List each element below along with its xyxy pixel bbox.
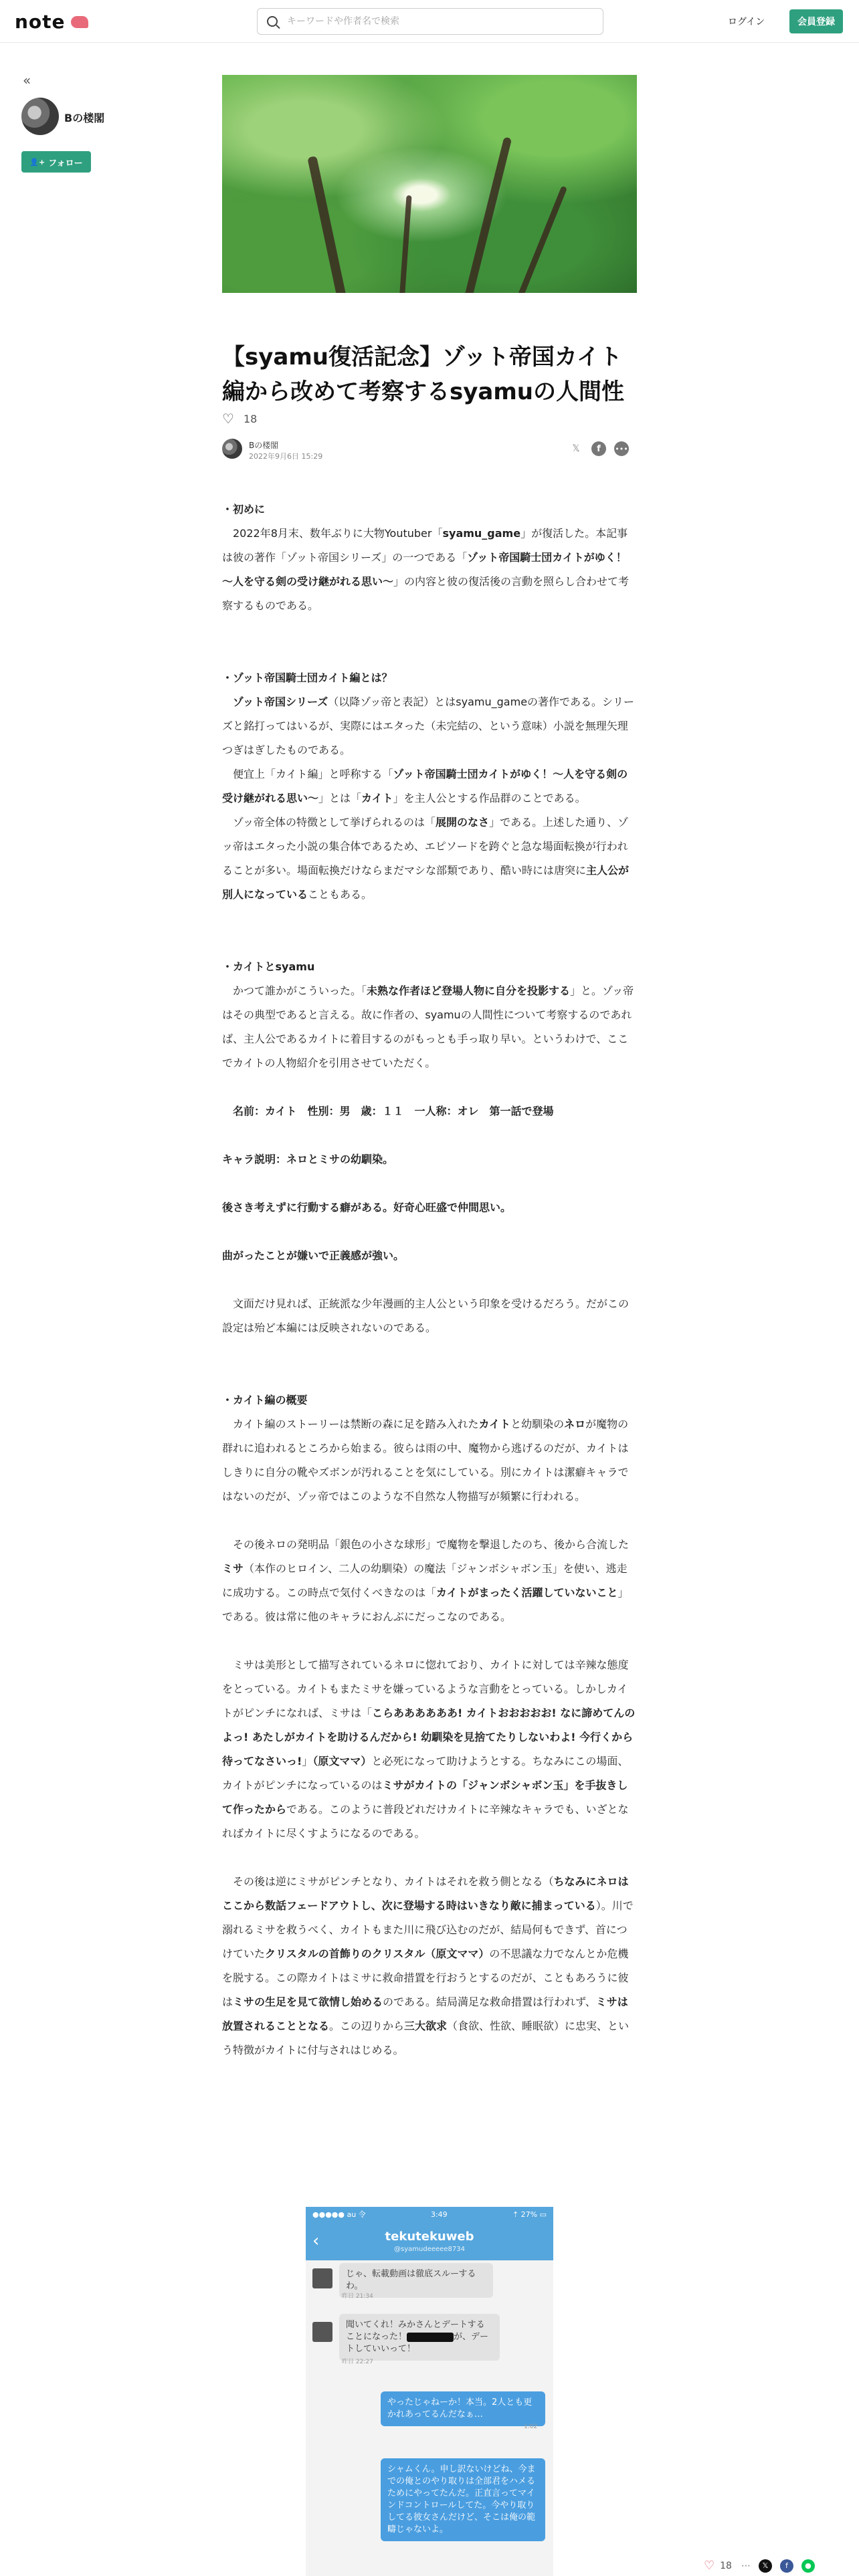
logo-mark-icon: [71, 16, 88, 28]
chat-title: tekutekuweb: [385, 2230, 474, 2244]
more-options-icon[interactable]: ⋯: [741, 2560, 751, 2571]
back-chevron-icon: ‹: [312, 2231, 320, 2251]
line-share-icon[interactable]: ●: [801, 2559, 815, 2573]
chat-message-2: [339, 2314, 500, 2361]
creator-name[interactable]: Bの楼閣: [64, 112, 105, 124]
search-icon: [267, 16, 278, 27]
chat-avatar: [312, 2268, 332, 2288]
chat-message-3: やったじゃねーか！本当。2人とも更かれあってるんだなぁ…: [381, 2391, 545, 2426]
carrier-label: ●●●●● au 令: [312, 2210, 366, 2219]
top-header: [0, 0, 859, 43]
article-body: ・初めに 2022年8月末、数年ぶりに大物Youtuber「syamu_game」が復活した。本記事は彼の著作「ゾット帝国シリーズ」の一つである「ゾット帝国騎士団カイトがゆく！～人を守る剣の受け継がれる思い～」の内容と彼の復活後の言動を照らし合わせて考察するものである。 ・ゾット帝国騎士団カイト編とは？ ゾット帝国シリーズ（以降ゾッ帝と表記）とはsyamu_gameの著作である。シリーズと銘打ってはいるが、実際にはエタった（未完結の、という意味）小説を無理矢理つぎはぎしたものである。 便宜上「カイト編」と呼称する「ゾット帝国騎士団カイトがゆく！～人を守る剣の受け継がれる思い～」とは「カイト」を主人公とする作品群のことである。 ゾッ帝全体の特徴として挙げられるのは「展開のなさ」である。上述した通り、ゾッ帝はエタった小説の集合体であるため、エピソードを跨ぐと急な場面転換が行われることが多い。場面転換だけならまだマシな部類であり、酷い時には唐突に主人公が別人になっていることもある。 ・カイトとsyamu かつて誰かがこういった。「未熟な作者ほど登場人物に自分を投影する」と。ゾッ帝はその典型であると言える。故に作者の、syamuの人間性について考察するのであれば、主人公であるカイトに着目するのがもっとも手っ取り早い。というわけで、ここでカイトの人物紹介を引用させていただく。 名前：カイト 性別：男 歳：１１ 一人称：オレ 第一話で登場 キャラ説明：ネロとミサの幼馴染。 後さき考えずに行動する癖がある。好奇心旺盛で仲間思い。 曲がったことが嫌いで正義感が強い。 文面だけ見れば、正統派な少年漫画的主人公という印象を受けるだろう。だがこの設定は殆ど本編には反映されないのである。 ・カイト編の概要 カイト編のストーリーは禁断の森に足を踏み入れたカイトと幼馴染のネロが魔物の群れに追われるところから始まる。彼らは雨の中、魔物から逃げるのだが、カイトはしきりに自分の靴やズボンが汚れることを気にしている。別にカイトは潔癖キャラではないのだが、ゾッ帝ではこのような不自然な人物描写が頻繁に行われる。 その後ネロの発明品「銀色の小さな球形」で魔物を撃退したのち、後から合流したミサ（本作のヒロイン、二人の幼馴染）の魔法「ジャンボシャボン玉」を使い、逃走に成功する。この時点で気付くべきなのは「カイトがまったく活躍していないこと」である。彼は常に他のキャラにおんぶにだっこなのである。 ミサは美形として描写されているネロに惚れており、カイトに対しては辛辣な態度をとっている。カイトもまたミサを嫌っているような言動をとっている。しかしカイトがピンチになれば、ミサは「こらああああああ! カイトおおおおお! なに諦めてんのよっ! あたしがカイトを助けるんだから! 幼馴染を見捨てたりしないわよ! 今行くから待ってなさいっ!」（原文ママ）と必死になって助けようとする。ちなみにこの場面、カイトがピンチになっているのはミサがカイトの「ジャンボシャボン玉」を手抜きして作ったからである。このように普段どれだけカイトに辛辣なキャラでも、いざとなればカイトに尽くすようになるのである。 その後は逆にミサがピンチとなり、カイトはそれを救う側となる（ちなみにネロはここから数話フェードアウトし、次に登場する時はいきなり敵に捕まっている）。川で溺れるミサを救うべく、カイトもまた川に飛び込むのだが、結局何もできず、首につけていたクリスタルの首飾りのクリスタル（原文ママ）の不思議な力でなんとか危機を脱する。この際カイトはミサに救命措置を行おうとするのだが、こともあろうに彼はミサの生足を見て欲情し始めるのである。結局満足な救命措置は行われず、ミサは放置されることとなる。この辺りから三大欲求（食欲、性欲、睡眠欲）に忠実、という特徴がカイトに付与されはじめる。: [222, 503, 636, 2056]
chat-time-3: 1:02: [524, 2424, 538, 2430]
floating-like-count: 18: [720, 2560, 732, 2571]
collapse-sidebar-icon[interactable]: «: [23, 72, 31, 88]
note-logo[interactable]: [15, 11, 88, 33]
chat-time-2: 昨日 22:27: [342, 2359, 373, 2365]
phone-time: 3:49: [430, 2210, 448, 2219]
publish-date: 2022年9月6日 15:29: [249, 452, 323, 461]
like-heart-icon[interactable]: ♡: [704, 2559, 715, 2573]
article-title: 【syamu復活記念】ゾット帝国カイト編から改めて考察するsyamuの人間性: [222, 344, 624, 405]
chat-nav-bar: [306, 2222, 553, 2260]
add-user-icon: 👤+: [29, 157, 45, 167]
follow-button[interactable]: [21, 151, 91, 173]
x-share-icon[interactable]: 𝕏: [572, 443, 580, 454]
hero-image: [222, 75, 637, 293]
like-count: 18: [243, 412, 258, 425]
floating-action-bar: [704, 2559, 815, 2573]
author-avatar[interactable]: [222, 439, 242, 459]
chat-message-4: シャムくん。申し訳ないけどね、今までの俺とのやり取りは全部君をハメるためにやってたんだ。正直言ってマインドコントロールしてた。今やり取りしてる彼女さんだけど、そこは俺の範疇じゃないよ。: [381, 2458, 545, 2541]
chat-time-1: 昨日 21:34: [342, 2293, 373, 2300]
more-share-icon[interactable]: •••: [614, 441, 629, 456]
embedded-chat-screenshot: [306, 2207, 553, 2576]
logo-text: note: [15, 11, 66, 33]
chat-subtitle: @syamudeeeee8734: [394, 2246, 465, 2253]
facebook-share-icon[interactable]: f: [780, 2559, 793, 2573]
follow-label: フォロー: [48, 158, 83, 169]
search-box[interactable]: [257, 8, 603, 35]
chat-message-2-before: 聞いてくれ！みかさんとデートすることになった！: [346, 2320, 485, 2342]
login-link[interactable]: ログイン: [728, 17, 765, 27]
chat-message-2-after: が、デートしていいって！: [346, 2332, 489, 2354]
heart-icon[interactable]: ♡: [222, 411, 234, 427]
redacted-block: [407, 2333, 454, 2342]
author-name[interactable]: Bの楼閣: [249, 441, 279, 450]
creator-avatar[interactable]: [21, 98, 59, 135]
search-input[interactable]: [287, 16, 581, 27]
chat-avatar: [312, 2322, 332, 2342]
x-share-icon[interactable]: 𝕏: [759, 2559, 772, 2573]
chat-message-1: じゃ、転載動画は徹底スルーするわ。: [339, 2263, 493, 2298]
facebook-share-icon[interactable]: f: [591, 441, 606, 456]
signup-button[interactable]: 会員登録: [789, 9, 843, 33]
phone-status-bar: [306, 2207, 553, 2222]
like-row[interactable]: [222, 411, 257, 427]
battery-label: ⇡ 27% ▭: [512, 2210, 547, 2219]
